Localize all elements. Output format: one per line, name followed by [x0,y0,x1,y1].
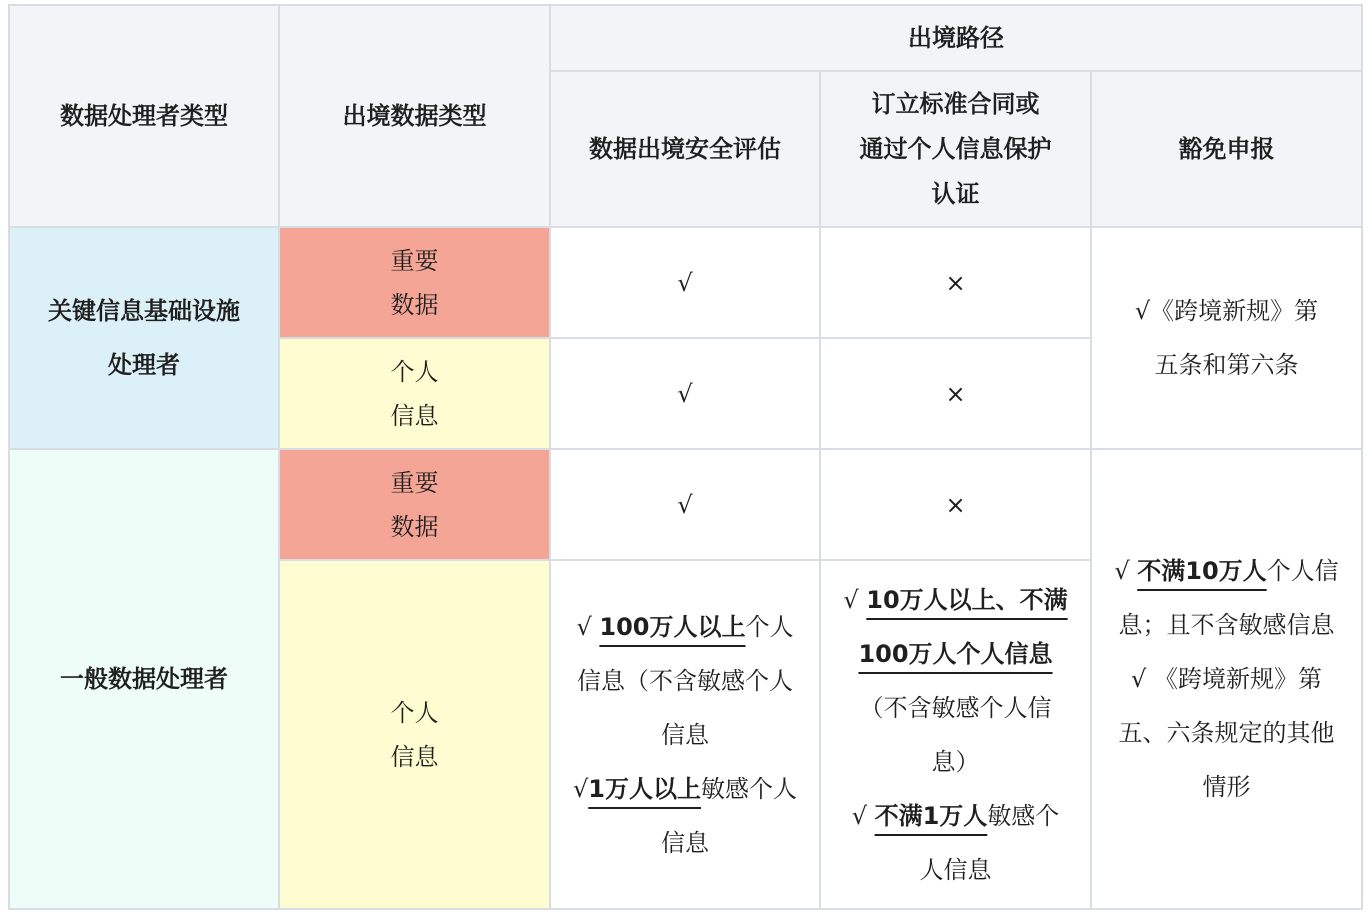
header-processor-type: 数据处理者类型 [9,5,279,227]
kiio-personal-contract: × [820,338,1091,449]
contract-b-pre: √ [851,801,875,830]
general-personal-assessment [550,560,820,909]
general-personal-info [279,560,550,909]
contract-a-pre: √ [843,585,867,614]
contract-b-post: 敏感个人信息 [919,801,1060,884]
general-important-contract: × [820,449,1091,560]
general-exempt-a-threshold: 不满10万人 [1137,557,1267,585]
kiio-important-l2: 数据 [390,290,439,319]
kiio-exempt-l1: √《跨境新规》第 [1134,297,1319,325]
general-important-l2: 数据 [390,512,439,541]
header-standard-contract [820,71,1091,227]
general-personal-contract [820,560,1091,909]
assess-b-threshold: 1万人以上 [588,774,701,803]
kiio-exemption [1091,227,1362,449]
kiio-label-l2: 处理者 [108,351,180,379]
header-standard-contract-l1: 订立标准合同或 [871,89,1040,118]
assess-a-post: 个人信息（不含敏感个人信息 [577,612,794,749]
general-exempt-b: √ 《跨境新规》第五、六条规定的其他情形 [1118,665,1335,801]
kiio-important-data [279,227,550,338]
kiio-personal-assessment: √ [550,338,820,449]
kiio-important-l1: 重要 [390,246,439,275]
assess-a-threshold: 100万人以上 [599,612,746,641]
kiio-exempt-l2: 五条和第六条 [1154,351,1299,379]
assess-b-pre: √ [573,774,589,803]
header-data-type: 出境数据类型 [279,5,550,227]
general-important-data [279,449,550,560]
kiio-important-contract: × [820,227,1091,338]
general-important-l1: 重要 [390,468,439,497]
general-exemption [1091,449,1362,909]
general-personal-l2: 信息 [390,742,439,771]
general-exempt-a-pre: √ [1114,557,1138,585]
assess-b-post: 敏感个人信息 [661,774,797,857]
assess-a-pre: √ [576,612,600,641]
header-security-assessment: 数据出境安全评估 [550,71,820,227]
kiio-personal-info [279,338,550,449]
header-standard-contract-l3: 认证 [931,179,980,208]
general-personal-l1: 个人 [390,698,439,727]
kiio-personal-l2: 信息 [390,401,439,430]
header-standard-contract-l2: 通过个人信息保护 [859,134,1052,163]
kiio-label-l1: 关键信息基础设施 [48,297,240,325]
contract-a-threshold: 10万人以上、不满100万人个人信息 [858,585,1068,668]
contract-b-threshold: 不满1万人 [874,801,988,830]
general-important-assessment: √ [550,449,820,560]
header-exemption: 豁免申报 [1091,71,1362,227]
cross-border-data-table [8,4,1363,910]
kiio-important-assessment: √ [550,227,820,338]
contract-a-post: （不含敏感个人信息） [859,693,1052,776]
header-export-path: 出境路径 [550,5,1362,71]
kiio-processor-label [9,227,279,449]
kiio-personal-l1: 个人 [390,357,439,386]
general-exempt-a-post: 个人信息；且不含敏感信息 [1118,557,1339,639]
general-processor-label: 一般数据处理者 [9,449,279,909]
